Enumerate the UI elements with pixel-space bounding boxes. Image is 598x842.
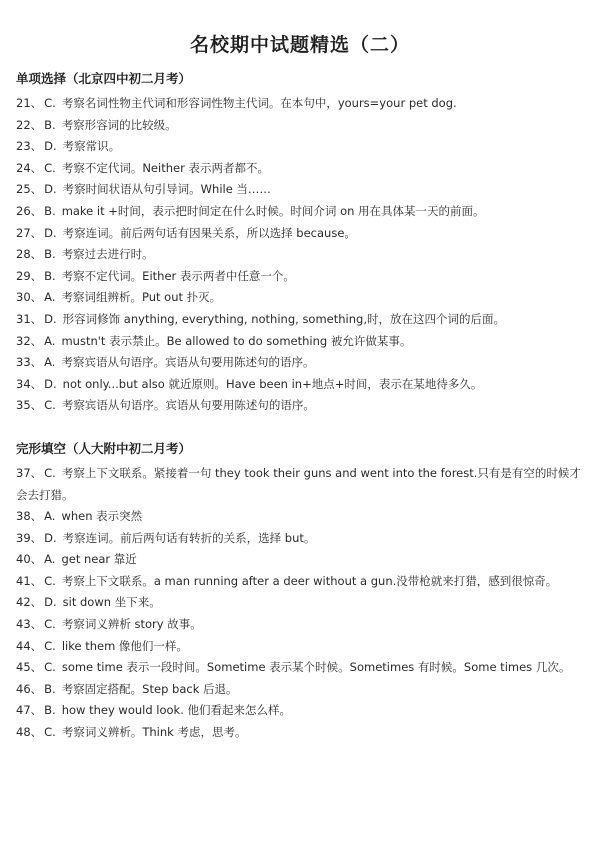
- item-answer: C.: [44, 617, 56, 632]
- item-number: 30、: [16, 290, 43, 305]
- item-number: 48、: [16, 725, 43, 740]
- section-heading: 单项选择（北京四中初二月考）: [16, 71, 192, 86]
- item-explanation: like them 像他们一样。: [61, 638, 188, 653]
- item-explanation: 考察固定搭配。Step back 后退。: [61, 681, 238, 696]
- item-number: 31、: [16, 311, 43, 326]
- item-number: 47、: [16, 703, 43, 718]
- item-number: 26、: [16, 203, 43, 218]
- item-answer: B.: [44, 268, 56, 283]
- item-explanation: not only...but also 就近原则。Have been in+地点+时间，表示在某地待多久。: [62, 376, 483, 391]
- item-explanation: 考察词义辨析 story 故事。: [61, 617, 202, 632]
- answer-item: [16, 592, 584, 614]
- item-explanation: 考察宾语从句语序。宾语从句要用陈述句的语序。: [61, 355, 315, 370]
- item-explanation: 考察时间状语从句引导词。While 当……: [62, 182, 271, 197]
- item-explanation: when 表示突然: [61, 509, 143, 524]
- item-number: 43、: [16, 617, 43, 632]
- answer-item: [16, 657, 584, 679]
- page-title: 名校期中试题精选（二）: [189, 34, 410, 56]
- item-answer: D.: [44, 595, 57, 610]
- item-answer: B.: [44, 247, 56, 262]
- answer-item: [16, 93, 584, 115]
- section-cloze: [16, 439, 584, 744]
- item-answer: A.: [44, 290, 56, 305]
- item-answer: B.: [44, 117, 56, 132]
- answer-item: [16, 309, 584, 331]
- item-answer: A.: [44, 509, 56, 524]
- answer-item: [16, 722, 584, 744]
- item-answer: D.: [44, 182, 57, 197]
- item-answer: B.: [44, 703, 56, 718]
- answer-item: [16, 528, 584, 550]
- item-number: 21、: [16, 96, 43, 110]
- item-number: 38、: [16, 509, 43, 524]
- item-answer: C.: [44, 160, 56, 175]
- item-explanation: 考察词义辨析。Think 考虑，思考。: [61, 725, 247, 740]
- item-answer: D.: [44, 530, 57, 545]
- item-answer: C.: [44, 725, 56, 740]
- item-number: 24、: [16, 160, 43, 175]
- answer-item: [16, 201, 584, 223]
- answer-item: [16, 136, 584, 158]
- item-number: 41、: [16, 573, 43, 588]
- answer-item: [16, 115, 584, 137]
- item-answer: C.: [44, 573, 56, 588]
- answer-item: [16, 614, 584, 636]
- section-single-choice: [16, 69, 584, 417]
- item-explanation: some time 表示一段时间。Sometime 表示某个时候。Sometimes 有时候。Some times 几次。: [61, 660, 571, 675]
- answer-item: [16, 374, 584, 396]
- answer-item: [16, 331, 584, 353]
- item-number: 27、: [16, 225, 43, 240]
- answer-item: [16, 395, 584, 417]
- item-explanation: 考察过去进行时。: [61, 247, 154, 262]
- item-number: 33、: [16, 355, 43, 370]
- item-explanation: get near 靠近: [61, 552, 137, 567]
- item-answer: D.: [44, 139, 57, 154]
- item-answer: B.: [44, 681, 56, 696]
- item-explanation: make it +时间，表示把时间定在什么时候。时间介词 on 用在具体某一天的前面。: [61, 203, 485, 218]
- item-answer: C.: [44, 465, 56, 480]
- item-number: 39、: [16, 530, 43, 545]
- item-number: 34、: [16, 376, 43, 391]
- item-explanation: 考察名词性物主代词和形容词性物主代词。在本句中，yours=your pet dog.: [61, 96, 457, 110]
- answer-item: [16, 700, 584, 722]
- item-answer: A.: [44, 333, 56, 348]
- item-number: 37、: [16, 465, 43, 480]
- answer-item: [16, 506, 584, 528]
- item-number: 42、: [16, 595, 43, 610]
- answer-item: [16, 571, 584, 593]
- item-number: 29、: [16, 268, 43, 283]
- item-number: 44、: [16, 638, 43, 653]
- item-answer: C.: [44, 638, 56, 653]
- answer-item: [16, 463, 584, 506]
- item-number: 40、: [16, 552, 43, 567]
- answer-item: [16, 679, 584, 701]
- answer-item: [16, 158, 584, 180]
- item-explanation: 考察连词。前后两句话有转折的关系，选择 but。: [62, 530, 316, 545]
- item-answer: A.: [44, 355, 56, 370]
- answer-item: [16, 287, 584, 309]
- item-answer: A.: [44, 552, 56, 567]
- item-explanation: 考察形容词的比较级。: [61, 117, 177, 132]
- item-answer: C.: [44, 660, 56, 675]
- item-number: 35、: [16, 398, 43, 413]
- item-explanation: sit down 坐下来。: [62, 595, 161, 610]
- item-answer: D.: [44, 225, 57, 240]
- item-number: 28、: [16, 247, 43, 262]
- answer-item: [16, 352, 584, 374]
- answer-item: [16, 179, 584, 201]
- item-explanation: 考察不定代词。Neither 表示两者都不。: [61, 160, 269, 175]
- item-explanation: 考察上下文联系。紧接着一句 they took their guns and went into the forest.只有是有空的时候才会去打猎。: [16, 465, 581, 502]
- item-explanation: 考察上下文联系。a man running after a deer without a gun.没带枪就来打猎，感到很惊奇。: [61, 573, 558, 588]
- item-number: 22、: [16, 117, 43, 132]
- item-number: 45、: [16, 660, 43, 675]
- item-explanation: how they would look. 他们看起来怎么样。: [61, 703, 292, 718]
- item-answer: B.: [44, 203, 56, 218]
- answer-item: [16, 244, 584, 266]
- answer-item: [16, 549, 584, 571]
- item-explanation: 形容词修饰 anything, everything, nothing, something,时，放在这四个词的后面。: [62, 311, 505, 326]
- item-explanation: 考察词组辨析。Put out 扑灭。: [61, 290, 222, 305]
- answer-item: [16, 266, 584, 288]
- item-answer: C.: [44, 398, 56, 413]
- item-explanation: 考察不定代词。Either 表示两者中任意一个。: [61, 268, 295, 283]
- item-number: 23、: [16, 139, 43, 154]
- item-answer: D.: [44, 376, 57, 391]
- answer-item: [16, 223, 584, 245]
- item-number: 32、: [16, 333, 43, 348]
- item-number: 25、: [16, 182, 43, 197]
- section-heading: 完形填空（人大附中初二月考）: [16, 440, 192, 456]
- item-answer: C.: [44, 96, 56, 110]
- item-explanation: 考察连词。前后两句话有因果关系，所以选择 because。: [62, 225, 356, 240]
- item-explanation: 考察宾语从句语序。宾语从句要用陈述句的语序。: [61, 398, 315, 413]
- item-number: 46、: [16, 681, 43, 696]
- item-explanation: mustn't 表示禁止。Be allowed to do something 被允许做某事。: [61, 333, 412, 348]
- answer-item: [16, 636, 584, 658]
- item-explanation: 考察常识。: [62, 139, 121, 154]
- item-answer: D.: [44, 311, 57, 326]
